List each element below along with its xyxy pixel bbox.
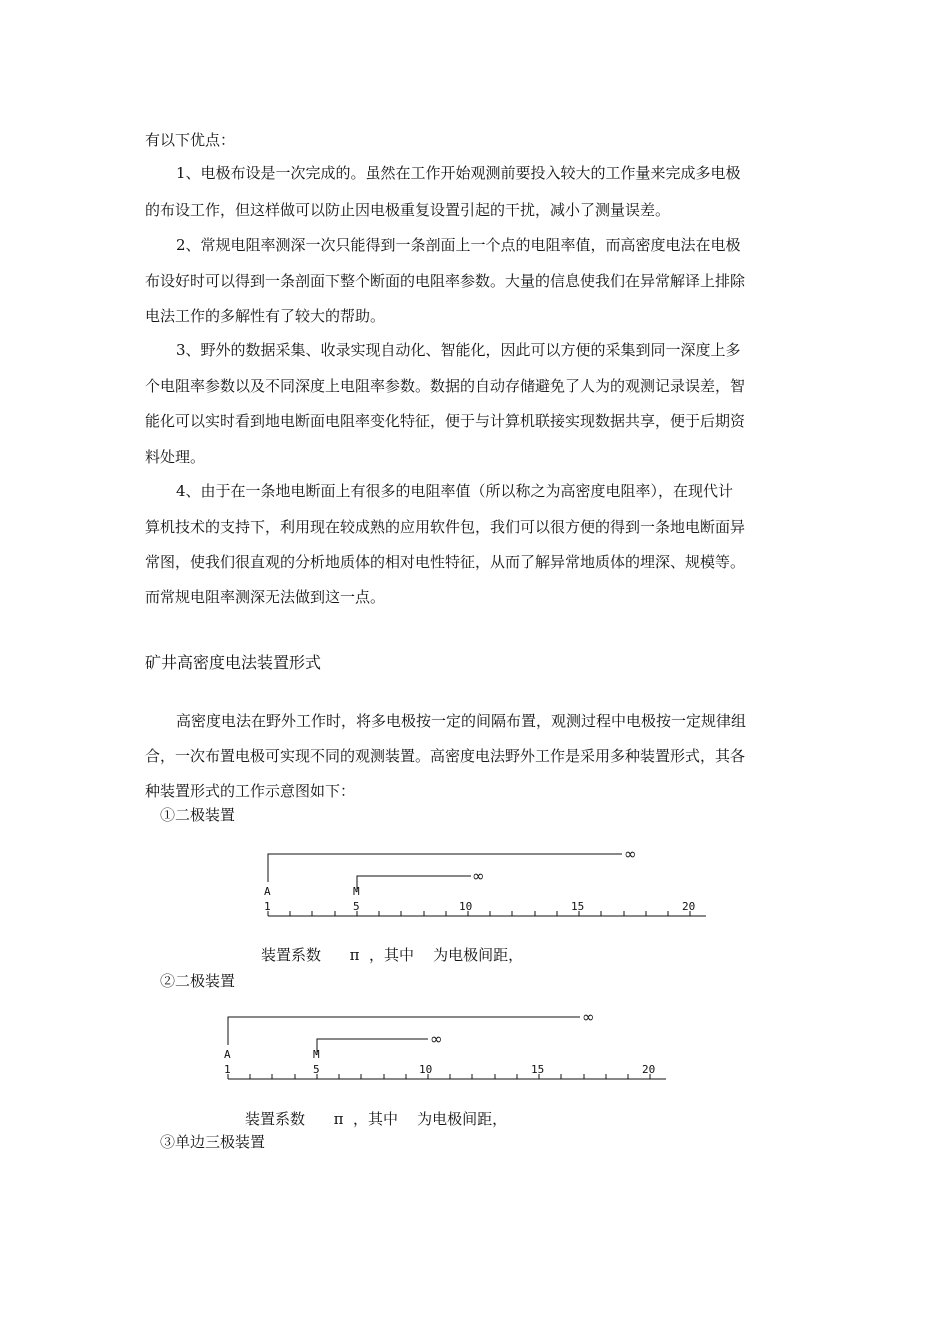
figure-2-diagram — [218, 1007, 678, 1089]
figure-1-caption: ①二极装置 — [160, 806, 236, 824]
electrode-m-label: M — [313, 1048, 320, 1061]
figure-3-caption: ③单边三极装置 — [160, 1133, 266, 1151]
m-electrode-line — [317, 1039, 428, 1055]
electrode-m-label: M — [353, 885, 360, 898]
scale-axis — [228, 1074, 666, 1079]
tick-label-1: 1 — [224, 1063, 231, 1076]
infinity-symbol-a: ∞ — [624, 845, 637, 863]
section-text-line-1: 高密度电法在野外工作时，将多电极按一定的间隔布置，观测过程中电极按一定规律组 — [176, 712, 747, 730]
coef-mid: ，其中 — [353, 1110, 399, 1128]
tick-label-10: 10 — [459, 900, 473, 913]
scale-axis — [268, 911, 706, 916]
intro-text: 有以下优点： — [145, 131, 236, 149]
advantage-4-line-3: 常图，使我们很直观的分析地质体的相对电性特征，从而了解异常地质体的埋深、规模等。 — [145, 553, 746, 571]
m-electrode-line — [357, 876, 471, 892]
tick-label-5: 5 — [313, 1063, 320, 1076]
infinity-symbol-m: ∞ — [472, 867, 485, 885]
advantage-3-line-2: 个电阻率参数以及不同深度上电阻率参数。数据的自动存储避免了人为的观测记录误差，智 — [145, 377, 746, 395]
coef-label: 装置系数 — [245, 1110, 306, 1128]
section-text-line-2: 合，一次布置电极可实现不同的观测装置。高密度电法野外工作是采用多种装置形式，其各 — [145, 747, 746, 765]
a-electrode-line — [228, 1017, 580, 1045]
tick-label-15: 15 — [531, 1063, 545, 1076]
electrode-a-label: A — [224, 1048, 231, 1061]
advantage-1-line-2: 的布设工作，但这样做可以防止因电极重复设置引起的干扰，减小了测量误差。 — [145, 201, 671, 219]
advantage-3-line-4: 料处理。 — [145, 448, 206, 466]
figure-2-caption: ②二极装置 — [160, 972, 236, 990]
tick-label-5: 5 — [353, 900, 360, 913]
advantage-3-line-1: 3、野外的数据采集、收录实现自动化、智能化，因此可以方便的采集到同一深度上多 — [176, 341, 741, 359]
advantage-4-line-4: 而常规电阻率测深无法做到这一点。 — [145, 588, 386, 606]
tick-label-10: 10 — [419, 1063, 433, 1076]
advantage-3-line-3: 能化可以实时看到地电断面电阻率变化特征，便于与计算机联接实现数据共享，便于后期资 — [145, 412, 746, 430]
figure-2-coefficient — [245, 1109, 507, 1129]
tick-label-20: 20 — [642, 1063, 656, 1076]
a-electrode-line — [268, 854, 622, 882]
infinity-symbol-m: ∞ — [430, 1030, 443, 1048]
section-heading: 矿井高密度电法装置形式 — [145, 653, 322, 672]
tick-label-1: 1 — [264, 900, 271, 913]
infinity-symbol-a: ∞ — [582, 1008, 595, 1026]
coef-symbol: π — [349, 946, 360, 964]
figure-1-diagram — [258, 842, 718, 924]
coef-end: 为电极间距， — [417, 1110, 508, 1128]
coef-label: 装置系数 — [261, 946, 322, 964]
advantage-4-line-2: 算机技术的支持下，利用现在较成熟的应用软件包，我们可以很方便的得到一条地电断面异 — [145, 518, 746, 536]
tick-label-20: 20 — [682, 900, 696, 913]
advantage-2-line-1: 2、常规电阻率测深一次只能得到一条剖面上一个点的电阻率值，而高密度电法在电极 — [176, 236, 741, 254]
figure-1-coefficient — [261, 945, 523, 965]
coef-mid: ，其中 — [369, 946, 415, 964]
advantage-2-line-3: 电法工作的多解性有了较大的帮助。 — [145, 307, 386, 325]
tick-label-15: 15 — [571, 900, 585, 913]
coef-symbol: π — [333, 1110, 344, 1128]
advantage-1-line-1: 1、电极布设是一次完成的。虽然在工作开始观测前要投入较大的工作量来完成多电极 — [176, 164, 741, 182]
coef-end: 为电极间距， — [433, 946, 524, 964]
electrode-a-label: A — [264, 885, 271, 898]
section-text-line-3: 种装置形式的工作示意图如下： — [145, 782, 356, 800]
advantage-4-line-1: 4、由于在一条地电断面上有很多的电阻率值（所以称之为高密度电阻率），在现代计 — [176, 482, 734, 500]
advantage-2-line-2: 布设好时可以得到一条剖面下整个断面的电阻率参数。大量的信息使我们在异常解译上排除 — [145, 272, 746, 290]
